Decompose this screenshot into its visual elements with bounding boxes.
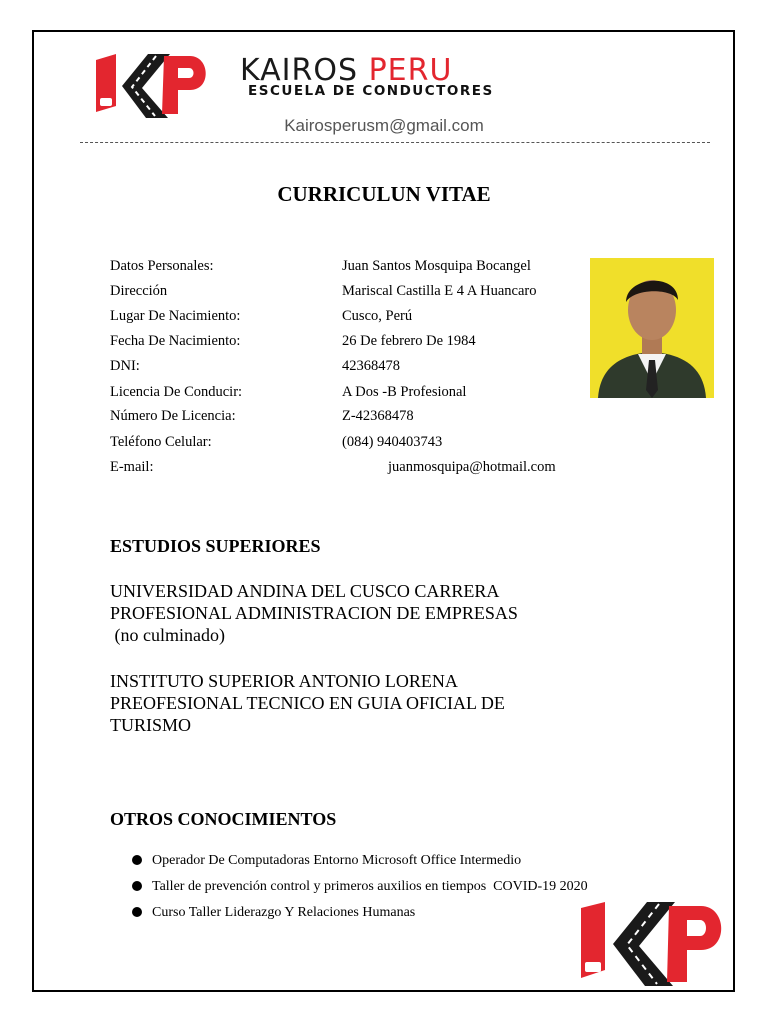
study-entry [110, 670, 505, 736]
bullet-icon [132, 907, 142, 917]
personal-value: Z-42368478 [342, 408, 414, 424]
list-item-text: Operador De Computadoras Entorno Microsoft Office Intermedio [152, 853, 522, 868]
kp-logo-p [162, 56, 206, 114]
studies-heading: ESTUDIOS SUPERIORES [110, 536, 321, 556]
bullet-icon [132, 881, 142, 891]
document-title: CURRICULUN VITAE [277, 182, 491, 206]
dashed-divider [80, 142, 710, 143]
list-item-text: Taller de prevención control y primeros auxilios en tiempos COVID-19 2020 [152, 879, 588, 894]
personal-value: Mariscal Castilla E 4 A Huancaro [342, 283, 537, 299]
personal-value: juanmosquipa@hotmail.com [388, 459, 556, 475]
study-line: UNIVERSIDAD ANDINA DEL CUSCO CARRERA [110, 581, 500, 601]
personal-value: Cusco, Perú [342, 308, 413, 324]
personal-label: Dirección [110, 283, 168, 299]
study-line: INSTITUTO SUPERIOR ANTONIO LORENA [110, 671, 458, 691]
brand-name-part1: KAIROS [240, 53, 369, 88]
page-frame [32, 30, 735, 992]
list-item-text: Curso Taller Liderazgo Y Relaciones Humanas [152, 905, 416, 920]
profile-photo [590, 258, 714, 398]
personal-value: Juan Santos Mosquipa Bocangel [342, 258, 531, 274]
study-line: PREOFESIONAL TECNICO EN GUIA OFICIAL DE [110, 693, 505, 713]
kp-logo [92, 48, 214, 122]
car-icon [585, 962, 601, 972]
personal-value: A Dos -B Profesional [342, 384, 467, 400]
list-item [132, 879, 588, 895]
personal-label: Licencia De Conducir: [110, 384, 243, 400]
list-item [132, 853, 521, 869]
personal-label: Fecha De Nacimiento: [110, 333, 241, 349]
study-line: TURISMO [110, 715, 192, 735]
personal-label: Teléfono Celular: [110, 434, 212, 450]
knowledge-heading: OTROS CONOCIMIENTOS [110, 809, 337, 829]
personal-label: DNI: [110, 358, 140, 374]
personal-label: Datos Personales: [110, 258, 214, 274]
personal-label: Número De Licencia: [110, 408, 236, 424]
kp-logo-k-road [613, 902, 675, 986]
list-item [132, 905, 415, 921]
personal-label: E-mail: [110, 459, 154, 475]
car-icon [100, 98, 112, 106]
personal-label: Lugar De Nacimiento: [110, 308, 241, 324]
study-entry [110, 580, 518, 646]
kp-logo-p [667, 906, 721, 982]
bullet-icon [132, 855, 142, 865]
brand-name-part2: PERU [368, 53, 453, 88]
personal-value: (084) 940403743 [342, 434, 443, 450]
study-line: (no culminado) [110, 625, 225, 645]
personal-value: 26 De febrero De 1984 [342, 333, 476, 349]
study-line: PROFESIONAL ADMINISTRACION DE EMPRESAS [110, 603, 518, 623]
personal-value: 42368478 [342, 358, 400, 374]
brand-subtitle: ESCUELA DE CONDUCTORES [248, 83, 494, 99]
header-email: Kairosperusm@gmail.com [284, 116, 484, 135]
kp-logo-bottom [575, 898, 735, 988]
